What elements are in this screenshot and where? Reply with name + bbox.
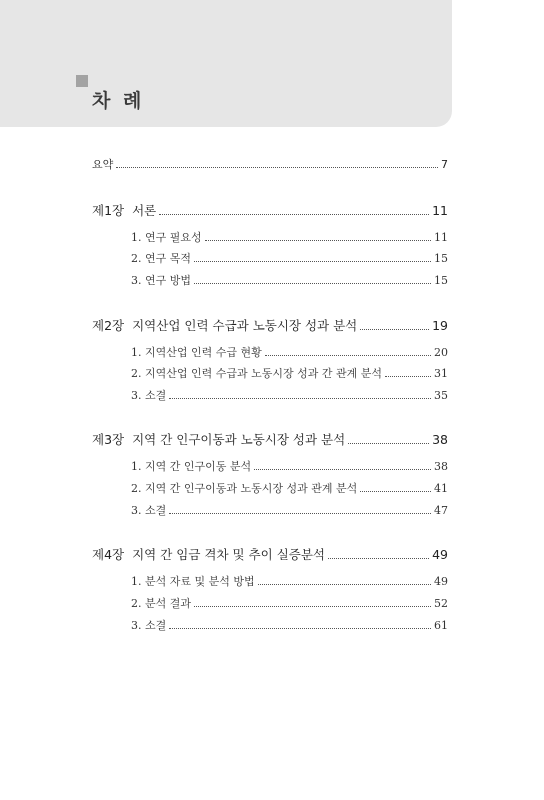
- section-page: 20: [434, 346, 448, 359]
- dot-leader: [194, 282, 431, 284]
- section-page: 15: [434, 252, 448, 265]
- dot-leader: [258, 583, 431, 585]
- section-page: 15: [434, 274, 448, 287]
- dot-leader: [169, 512, 431, 514]
- section-page: 41: [434, 482, 448, 495]
- dot-leader: [169, 627, 431, 629]
- section-page: 47: [434, 504, 448, 517]
- toc-section[interactable]: [131, 365, 448, 381]
- page-title: 차 례: [92, 90, 145, 112]
- dot-leader: [205, 239, 431, 241]
- dot-leader: [159, 213, 429, 215]
- toc-section[interactable]: [131, 480, 448, 496]
- chapter-page: 11: [432, 203, 448, 218]
- section-title: 3. 소결: [131, 619, 167, 632]
- chapter-title: 지역 간 임금 격차 및 추이 실증분석: [132, 547, 326, 562]
- chapter-title: 지역산업 인력 수급과 노동시장 성과 분석: [132, 318, 358, 333]
- section-title: 1. 분석 자료 및 분석 방법: [131, 575, 255, 588]
- section-title: 2. 지역산업 인력 수급과 노동시장 성과 간 관계 분석: [131, 367, 382, 380]
- toc-section[interactable]: [131, 595, 448, 611]
- dot-leader: [385, 375, 431, 377]
- dot-leader: [169, 397, 431, 399]
- section-title: 3. 소결: [131, 504, 167, 517]
- dot-leader: [194, 260, 431, 262]
- toc-chapter-4[interactable]: [92, 545, 448, 563]
- section-page: 11: [434, 231, 448, 244]
- toc-section[interactable]: [131, 458, 448, 474]
- toc-chapter-2[interactable]: [92, 316, 448, 334]
- section-title: 3. 소결: [131, 389, 167, 402]
- toc-chapter-1[interactable]: [92, 201, 448, 219]
- chapter-number: 제1장: [92, 203, 125, 218]
- section-title: 3. 연구 방법: [131, 274, 191, 287]
- toc-section[interactable]: [131, 573, 448, 589]
- dot-leader: [194, 605, 431, 607]
- toc-chapter-3[interactable]: [92, 430, 448, 448]
- chapter-page: 19: [432, 318, 448, 333]
- chapter-number: 제2장: [92, 318, 125, 333]
- chapter-page: 49: [432, 547, 448, 562]
- dot-leader: [360, 490, 431, 492]
- section-title: 1. 연구 필요성: [131, 231, 202, 244]
- dot-leader: [348, 442, 429, 444]
- toc-section[interactable]: [131, 229, 448, 245]
- section-title: 2. 연구 목적: [131, 252, 191, 265]
- toc-section[interactable]: [131, 387, 448, 403]
- section-title: 1. 지역 간 인구이동 분석: [131, 460, 252, 473]
- toc-section[interactable]: [131, 617, 448, 633]
- toc-entry-summary[interactable]: [92, 156, 448, 172]
- toc-entry-page: 7: [441, 158, 448, 171]
- chapter-number: 제3장: [92, 432, 125, 447]
- section-page: 61: [434, 619, 448, 632]
- chapter-number: 제4장: [92, 547, 125, 562]
- section-page: 49: [434, 575, 448, 588]
- section-title: 2. 지역 간 인구이동과 노동시장 성과 관계 분석: [131, 482, 358, 495]
- section-page: 52: [434, 597, 448, 610]
- section-title: 2. 분석 결과: [131, 597, 191, 610]
- dot-leader: [265, 354, 431, 356]
- section-page: 35: [434, 389, 448, 402]
- dot-leader: [254, 468, 431, 470]
- dot-leader: [116, 166, 438, 168]
- chapter-page: 38: [432, 432, 448, 447]
- toc-section[interactable]: [131, 344, 448, 360]
- chapter-title: 지역 간 인구이동과 노동시장 성과 분석: [132, 432, 346, 447]
- chapter-title: 서론: [132, 203, 157, 218]
- dot-leader: [328, 557, 429, 559]
- toc-section[interactable]: [131, 250, 448, 266]
- section-title: 1. 지역산업 인력 수급 현황: [131, 346, 262, 359]
- toc-section[interactable]: [131, 272, 448, 288]
- section-page: 38: [434, 460, 448, 473]
- section-page: 31: [434, 367, 448, 380]
- dot-leader: [360, 328, 429, 330]
- toc-section[interactable]: [131, 502, 448, 518]
- toc-entry-title: 요약: [92, 158, 114, 171]
